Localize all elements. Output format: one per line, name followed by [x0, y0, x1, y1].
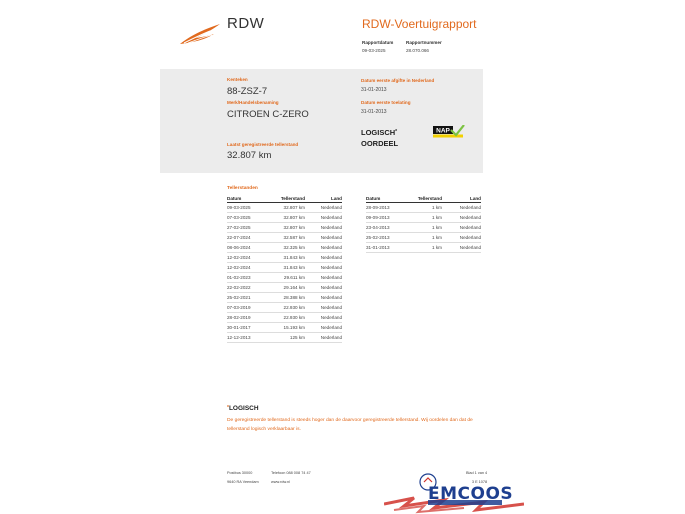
footer-postbus: Postbus 30000 [227, 471, 253, 475]
table-row [227, 202, 342, 212]
report-date-label: Rapportdatum [362, 40, 394, 45]
footnote-asterisk: * [227, 405, 229, 411]
tellerstanden-table-left [227, 195, 342, 343]
table-row [227, 292, 342, 302]
cell-land: Nederland [305, 262, 342, 272]
cell-tellerstand: 125 km [267, 332, 305, 342]
cell-datum: 30-01-2017 [227, 322, 267, 332]
cell-land: Nederland [442, 232, 481, 242]
cell-land: Nederland [305, 252, 342, 262]
table-row [227, 272, 342, 282]
footnote-title-text: LOGISCH [228, 405, 259, 412]
cell-tellerstand: 15.193 km [267, 322, 305, 332]
nap-check-icon [433, 125, 465, 138]
kenteken-value: 88-ZSZ-7 [227, 86, 268, 97]
cell-tellerstand: 32.807 km [267, 212, 305, 222]
cell-datum: 22-07-2024 [227, 232, 267, 242]
oordeel-line2: OORDEEL [361, 139, 399, 148]
footer-blad: Blad 1 van 4 [466, 471, 488, 475]
brand-name: RDW [227, 15, 265, 32]
footer-web: www.rdw.nl [271, 480, 290, 484]
cell-tellerstand: 29.611 km [267, 272, 305, 282]
rdw-logo-icon [178, 22, 222, 46]
cell-datum: 09-09-2013 [366, 212, 406, 222]
emcoos-watermark-text: EMCOOS [428, 484, 514, 504]
cell-land: Nederland [305, 212, 342, 222]
oordeel-asterisk: * [395, 129, 398, 135]
cell-datum: 12-02-2024 [227, 252, 267, 262]
cell-land: Nederland [305, 222, 342, 232]
table-row [227, 302, 342, 312]
tellerstanden-table-right [366, 195, 481, 253]
cell-datum: 22-02-2022 [227, 282, 267, 292]
cell-datum: 12-02-2024 [227, 262, 267, 272]
afgifte-value: 31-01-2013 [361, 87, 387, 93]
cell-tellerstand: 31.843 km [267, 252, 305, 262]
cell-land: Nederland [305, 292, 342, 302]
cell-land: Nederland [442, 202, 481, 212]
footer-phone: Telefoon 088 008 74 47 [271, 471, 311, 475]
cell-land: Nederland [305, 302, 342, 312]
cell-land: Nederland [305, 202, 342, 212]
cell-tellerstand: 1 km [406, 222, 442, 232]
report-date-block [362, 39, 393, 55]
cell-tellerstand: 1 km [406, 202, 442, 212]
vehicle-summary-panel [160, 69, 483, 173]
report-number-block [406, 39, 442, 55]
table-header-row [366, 195, 481, 202]
cell-land: Nederland [442, 212, 481, 222]
footer-address [227, 469, 259, 487]
cell-land: Nederland [305, 242, 342, 252]
tellerstanden-title: Tellerstanden [227, 186, 258, 191]
teller-label: Laatst geregistreerde tellerstand [227, 142, 299, 147]
cell-tellerstand: 22.930 km [267, 312, 305, 322]
table-row [227, 312, 342, 322]
cell-land: Nederland [305, 322, 342, 332]
column-header-datum: Datum [227, 195, 267, 202]
cell-datum: 27-02-2025 [227, 222, 267, 232]
merk-label: Merk/Handelsbenaming [227, 100, 279, 105]
table-row [366, 242, 481, 252]
table-row [227, 222, 342, 232]
cell-land: Nederland [305, 332, 342, 342]
table-row [227, 332, 342, 342]
column-header-land: Land [442, 195, 481, 202]
table-row [227, 282, 342, 292]
cell-datum: 31-01-2013 [366, 242, 406, 252]
column-header-tellerstand: Tellerstand [406, 195, 442, 202]
nap-label: NAP [436, 127, 450, 135]
report-title: RDW-Voertuigrapport [362, 17, 477, 31]
cell-datum: 09-03-2025 [227, 202, 267, 212]
cell-tellerstand: 32.807 km [267, 222, 305, 232]
table-row [366, 232, 481, 242]
cell-datum: 08-06-2024 [227, 242, 267, 252]
cell-tellerstand: 1 km [406, 212, 442, 222]
cell-tellerstand: 32.587 km [267, 232, 305, 242]
table-row [366, 212, 481, 222]
toelating-label: Datum eerste toelating [361, 100, 411, 105]
kenteken-label: Kenteken [227, 77, 248, 82]
cell-land: Nederland [305, 272, 342, 282]
cell-datum: 28-02-2019 [227, 312, 267, 322]
cell-tellerstand: 22.930 km [267, 302, 305, 312]
cell-tellerstand: 32.807 km [267, 202, 305, 212]
report-number-value: 28.070.066 [406, 48, 429, 53]
cell-tellerstand: 28.388 km [267, 292, 305, 302]
cell-tellerstand: 1 km [406, 232, 442, 242]
table-body [366, 202, 481, 252]
cell-land: Nederland [305, 282, 342, 292]
cell-land: Nederland [442, 242, 481, 252]
table-row [227, 252, 342, 262]
footnote-text: De geregistreerde tellerstand is steeds hoger dan de daarvoor geregistreerde tellerstand. Wij oordelen dan dat de tellerstand logisch verklaarbaar is. [227, 418, 473, 432]
footer-code: 3 E 1078 [471, 480, 488, 484]
oordeel-line1: LOGISCH [361, 128, 396, 137]
teller-value: 32.807 km [227, 150, 272, 161]
cell-tellerstand: 31.843 km [267, 262, 305, 272]
table-row [366, 202, 481, 212]
cell-tellerstand: 1 km [406, 242, 442, 252]
column-header-datum: Datum [366, 195, 406, 202]
table-header-row [227, 195, 342, 202]
footnote-title [227, 405, 259, 412]
footer-contact [271, 469, 311, 487]
cell-land: Nederland [305, 312, 342, 322]
table-body [227, 202, 342, 342]
cell-datum: 01-02-2023 [227, 272, 267, 282]
cell-datum: 25-02-2021 [227, 292, 267, 302]
afgifte-label: Datum eerste afgifte in Nederland [361, 78, 435, 83]
table-row [366, 222, 481, 232]
table-row [227, 232, 342, 242]
merk-value: CITROEN C-ZERO [227, 109, 309, 120]
cell-tellerstand: 29.164 km [267, 282, 305, 292]
report-date-value: 09-03-2025 [362, 48, 386, 53]
report-number-label: Rapportnummer [406, 40, 442, 45]
toelating-value: 31-01-2013 [361, 109, 387, 115]
cell-datum: 07-03-2025 [227, 212, 267, 222]
table-row [227, 242, 342, 252]
table-row [227, 262, 342, 272]
cell-datum: 12-12-2013 [227, 332, 267, 342]
cell-datum: 25-02-2013 [366, 232, 406, 242]
table-row [227, 322, 342, 332]
column-header-land: Land [305, 195, 342, 202]
cell-datum: 07-03-2019 [227, 302, 267, 312]
oordeel-verdict [361, 127, 398, 149]
cell-datum: 28-09-2013 [366, 202, 406, 212]
table-row [227, 212, 342, 222]
cell-land: Nederland [442, 222, 481, 232]
cell-tellerstand: 32.325 km [267, 242, 305, 252]
footer-city: 9640 RA Veendam [227, 480, 259, 484]
cell-land: Nederland [305, 232, 342, 242]
column-header-tellerstand: Tellerstand [267, 195, 305, 202]
cell-datum: 23-04-2013 [366, 222, 406, 232]
